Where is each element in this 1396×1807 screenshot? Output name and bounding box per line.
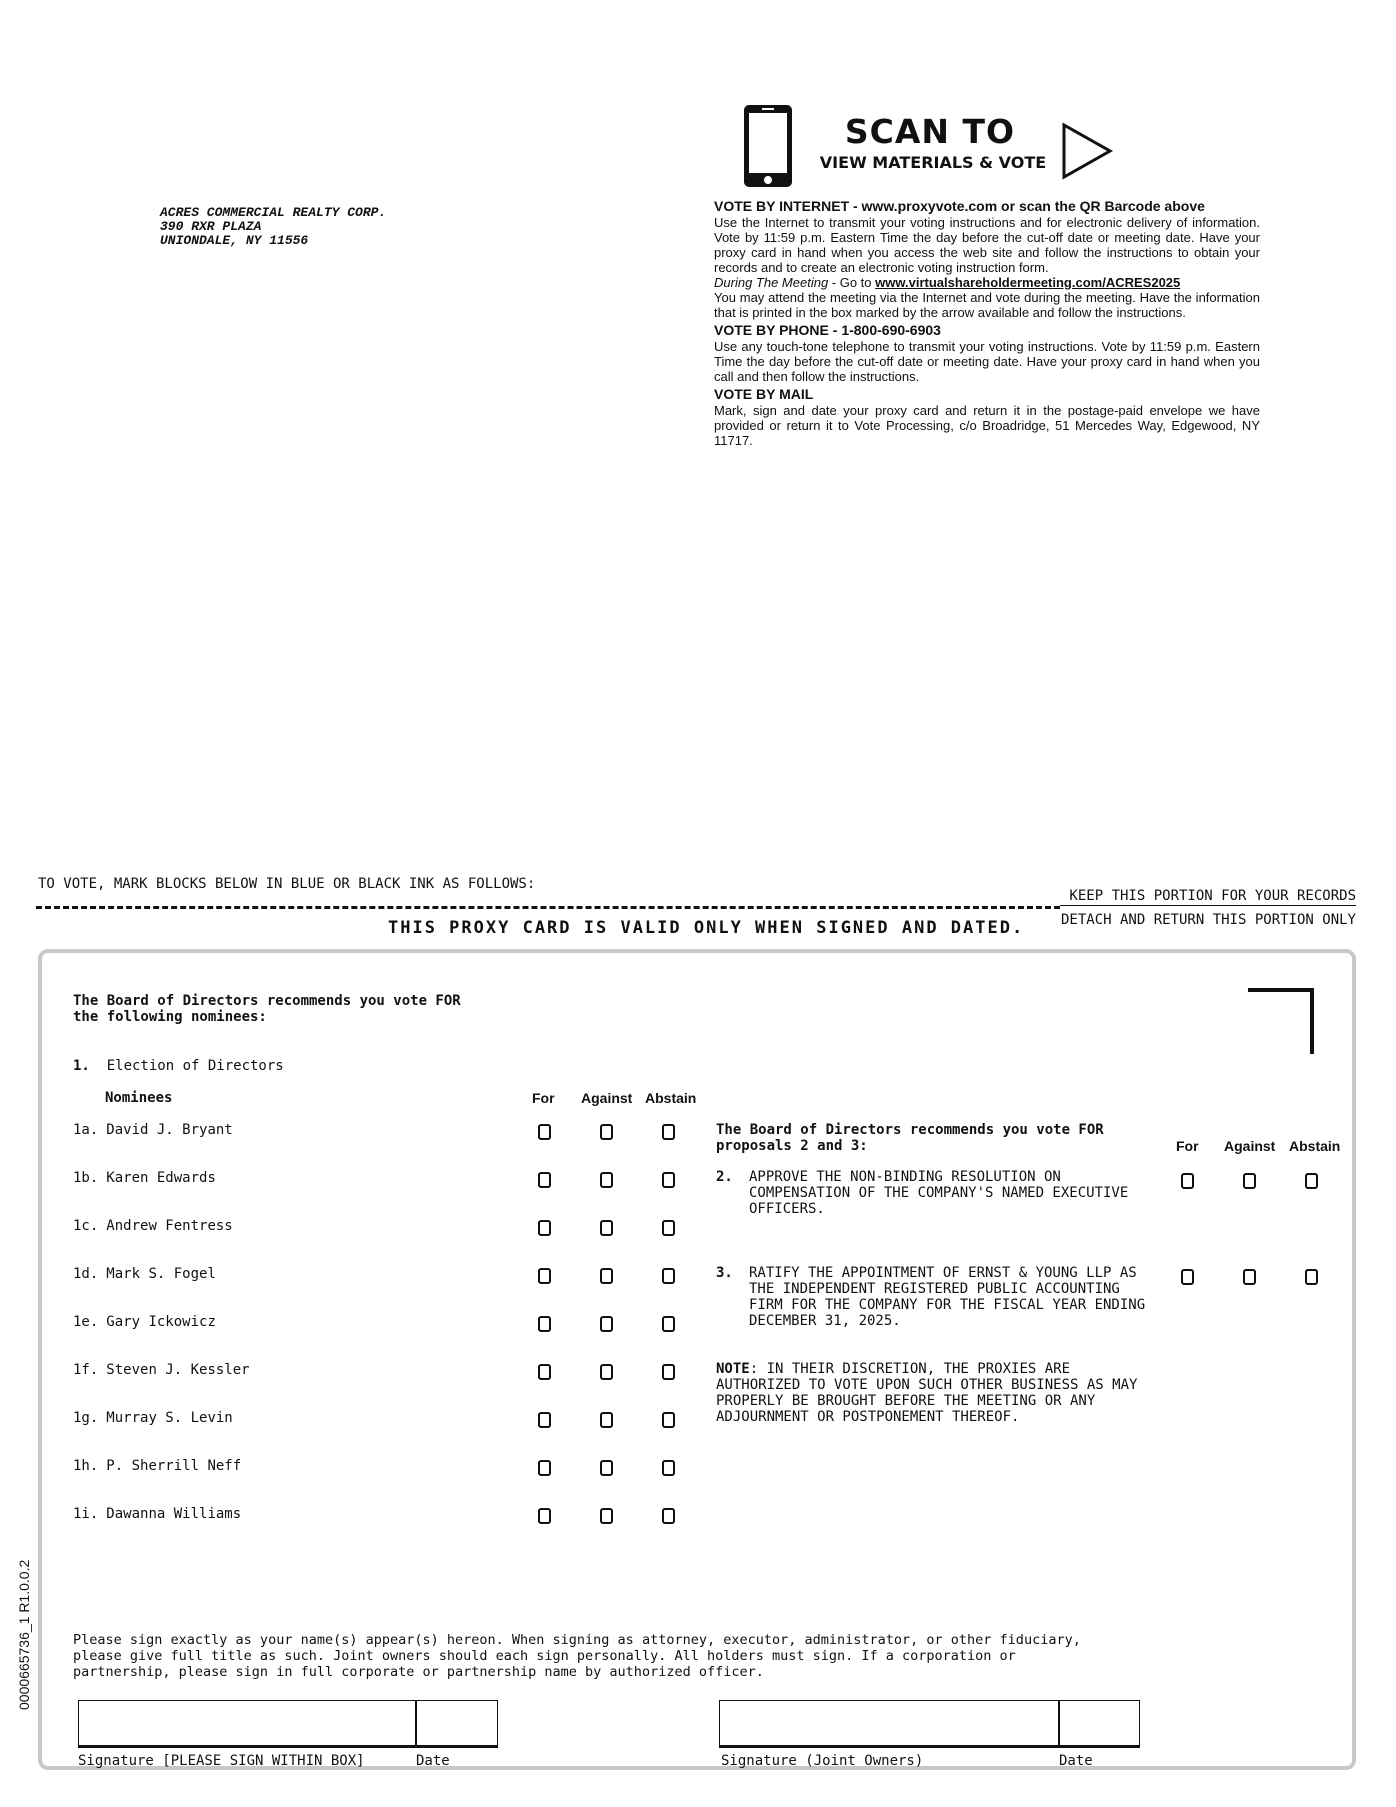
proposal-3-abstain-checkbox[interactable]: [1305, 1269, 1318, 1285]
phone-vote-heading: VOTE BY PHONE - 1-800-690-6903: [714, 322, 941, 338]
joint-signature-box[interactable]: [719, 1700, 1059, 1748]
note-label: NOTE: [716, 1361, 750, 1377]
item-1-number: 1.: [73, 1058, 90, 1074]
proposal-2-against-checkbox[interactable]: [1243, 1173, 1256, 1189]
nominee-row: [73, 1362, 250, 1378]
nominee-against-checkbox[interactable]: [600, 1412, 613, 1428]
company-name: ACRES COMMERCIAL REALTY CORP.: [160, 205, 387, 220]
nominee-row: [73, 1314, 216, 1330]
street-address: 390 RXR PLAZA: [160, 219, 262, 234]
internet-vote-text: Use the Internet to transmit your voting instructions and for electronic delivery of information. Vote by 11:59 p.m. Eastern Time the day before the cut-off date or meeting date. Have your proxy card in hand when you access the web site and follow the instructions to obtain your records and to create an electronic voting instruction form.: [714, 215, 1260, 275]
mail-vote-text: Mark, sign and date your proxy card and return it in the postage-paid envelope we have provided or return it to Vote Processing, c/o Broadridge, 51 Mercedes Way, Edgewood, NY 11717.: [714, 403, 1260, 448]
nominee-for-checkbox[interactable]: [538, 1268, 551, 1284]
city-state-zip: UNIONDALE, NY 11556: [160, 233, 309, 248]
internet-vote-heading: VOTE BY INTERNET - www.proxyvote.com or scan the QR Barcode above: [714, 198, 1205, 214]
mark-instructions: TO VOTE, MARK BLOCKS BELOW IN BLUE OR BLACK INK AS FOLLOWS:: [38, 876, 536, 892]
proposal-2-for-checkbox[interactable]: [1181, 1173, 1194, 1189]
proposal-column-for: For: [1176, 1138, 1199, 1154]
nominee-for-checkbox[interactable]: [538, 1220, 551, 1236]
detach-portion-label: DETACH AND RETURN THIS PORTION ONLY: [1060, 912, 1356, 928]
proposal-2-abstain-checkbox[interactable]: [1305, 1173, 1318, 1189]
nominee-row: [73, 1506, 241, 1522]
proposal-3-number: 3.: [716, 1265, 733, 1281]
nominee-row: [73, 1266, 216, 1282]
nominee-id: 1b.: [73, 1170, 99, 1186]
nominee-name: P. Sherrill Neff: [106, 1458, 242, 1474]
nominee-against-checkbox[interactable]: [600, 1364, 613, 1380]
nominee-row: [73, 1170, 216, 1186]
proposal-2-number: 2.: [716, 1169, 733, 1185]
nominee-abstain-checkbox[interactable]: [662, 1508, 675, 1524]
nominee-against-checkbox[interactable]: [600, 1220, 613, 1236]
signature-label: Signature [PLEASE SIGN WITHIN BOX]: [78, 1753, 365, 1769]
proposal-3: [716, 1265, 1145, 1329]
nominee-name: Murray S. Levin: [106, 1410, 233, 1426]
signing-instructions: Please sign exactly as your name(s) appear(s) hereon. When signing as attorney, executor, administrator, or other fiduciary, please give full title as such. Joint owners should each sign personally. All holders must sign. If a corporation or partnership, please sign in full corporate or partnership name by authorized officer.: [73, 1632, 1081, 1680]
nominee-abstain-checkbox[interactable]: [662, 1124, 675, 1140]
nominee-against-checkbox[interactable]: [600, 1124, 613, 1140]
proposal-column-abstain: Abstain: [1289, 1138, 1341, 1154]
nominee-id: 1i.: [73, 1506, 99, 1522]
nominee-for-checkbox[interactable]: [538, 1412, 551, 1428]
meeting-text: You may attend the meeting via the Internet and vote during the meeting. Have the information that is printed in the box marked by the arrow available and follow the instructions.: [714, 290, 1260, 320]
nominee-abstain-checkbox[interactable]: [662, 1316, 675, 1332]
nominee-name: Steven J. Kessler: [106, 1362, 250, 1378]
phone-vote-text: Use any touch-tone telephone to transmit your voting instructions. Vote by 11:59 p.m. Eastern Time the day before the cut-off date or meeting date. Have your proxy card in hand when you call and then follow the instructions.: [714, 339, 1260, 384]
nominee-row: [73, 1458, 241, 1474]
date-label: Date: [416, 1753, 450, 1769]
signature-box[interactable]: [78, 1700, 416, 1748]
nominee-row: [73, 1122, 233, 1138]
date-box[interactable]: [416, 1700, 498, 1748]
nominee-name: Andrew Fentress: [106, 1218, 233, 1234]
proposal-column-against: Against: [1224, 1138, 1276, 1154]
joint-date-box[interactable]: [1059, 1700, 1140, 1748]
meeting-goto: - Go to: [828, 275, 876, 290]
column-for: For: [532, 1090, 555, 1106]
nominee-id: 1f.: [73, 1362, 99, 1378]
column-against: Against: [581, 1090, 633, 1106]
board-recommendation-nominees: The Board of Directors recommends you vote FOR the following nominees:: [73, 993, 461, 1025]
joint-signature-label: Signature (Joint Owners): [721, 1753, 924, 1769]
nominee-against-checkbox[interactable]: [600, 1172, 613, 1188]
nominee-id: 1d.: [73, 1266, 99, 1282]
perforation-line: [36, 906, 1060, 909]
nominee-for-checkbox[interactable]: [538, 1460, 551, 1476]
nominee-against-checkbox[interactable]: [600, 1316, 613, 1332]
nominee-name: Gary Ickowicz: [106, 1314, 216, 1330]
nominee-abstain-checkbox[interactable]: [662, 1172, 675, 1188]
nominee-for-checkbox[interactable]: [538, 1124, 551, 1140]
corner-mark: [1248, 988, 1314, 1054]
proposal-3-text: RATIFY THE APPOINTMENT OF ERNST & YOUNG LLP AS THE INDEPENDENT REGISTERED PUBLIC ACCOUNTING FIRM FOR THE COMPANY FOR THE FISCAL YEAR ENDING DECEMBER 31, 2025.: [749, 1265, 1146, 1329]
keep-portion-label: KEEP THIS PORTION FOR YOUR RECORDS: [1060, 888, 1356, 906]
board-recommendation-proposals: The Board of Directors recommends you vote FOR proposals 2 and 3:: [716, 1122, 1104, 1154]
proposal-3-for-checkbox[interactable]: [1181, 1269, 1194, 1285]
proposal-3-against-checkbox[interactable]: [1243, 1269, 1256, 1285]
scan-subtitle: VIEW MATERIALS & VOTE: [819, 153, 1047, 172]
meeting-label: During The Meeting: [714, 275, 829, 290]
phone-icon: [742, 103, 794, 189]
nominee-id: 1h.: [73, 1458, 99, 1474]
play-arrow-icon: [1060, 122, 1114, 180]
nominee-against-checkbox[interactable]: [600, 1508, 613, 1524]
nominee-abstain-checkbox[interactable]: [662, 1220, 675, 1236]
nominee-row: [73, 1218, 233, 1234]
scan-title: SCAN TO: [844, 112, 1016, 151]
column-abstain: Abstain: [645, 1090, 697, 1106]
nominee-id: 1c.: [73, 1218, 99, 1234]
nominee-abstain-checkbox[interactable]: [662, 1460, 675, 1476]
item-1-heading: [73, 1058, 284, 1074]
mail-vote-heading: VOTE BY MAIL: [714, 386, 814, 402]
joint-date-label: Date: [1059, 1753, 1093, 1769]
nominee-for-checkbox[interactable]: [538, 1508, 551, 1524]
nominee-name: David J. Bryant: [106, 1122, 233, 1138]
item-1-label: Election of Directors: [106, 1058, 284, 1074]
nominee-id: 1g.: [73, 1410, 99, 1426]
nominee-id: 1a.: [73, 1122, 99, 1138]
nominee-id: 1e.: [73, 1314, 99, 1330]
meeting-link[interactable]: www.virtualshareholdermeeting.com/ACRES2025: [875, 275, 1181, 290]
proposal-2-text: APPROVE THE NON-BINDING RESOLUTION ON COMPENSATION OF THE COMPANY'S NAMED EXECUTIVE OFFICERS.: [749, 1169, 1129, 1217]
return-address: [160, 206, 386, 248]
nominee-for-checkbox[interactable]: [538, 1172, 551, 1188]
nominee-name: Karen Edwards: [106, 1170, 216, 1186]
nominee-against-checkbox[interactable]: [600, 1268, 613, 1284]
nominee-name: Mark S. Fogel: [106, 1266, 216, 1282]
discretion-note: NOTE: IN THEIR DISCRETION, THE PROXIES ARE AUTHORIZED TO VOTE UPON SUCH OTHER BUSINESS AS MAY PROPERLY BE BROUGHT BEFORE THE MEETING OR ANY ADJOURNMENT OR POSTPONEMENT THEREOF.: [716, 1361, 1138, 1425]
nominee-for-checkbox[interactable]: [538, 1364, 551, 1380]
nominee-row: [73, 1410, 233, 1426]
voting-instructions: [714, 196, 1260, 448]
valid-notice: THIS PROXY CARD IS VALID ONLY WHEN SIGNED AND DATED.: [388, 918, 1025, 938]
nominee-against-checkbox[interactable]: [600, 1460, 613, 1476]
nominee-for-checkbox[interactable]: [538, 1316, 551, 1332]
nominees-header: Nominees: [105, 1090, 173, 1106]
nominee-abstain-checkbox[interactable]: [662, 1412, 675, 1428]
proposal-2: [716, 1169, 1128, 1217]
meeting-line: [714, 275, 1260, 290]
nominee-name: Dawanna Williams: [106, 1506, 242, 1522]
nominee-abstain-checkbox[interactable]: [662, 1268, 675, 1284]
nominee-abstain-checkbox[interactable]: [662, 1364, 675, 1380]
control-number: 0000665736_1 R1.0.0.2: [16, 1559, 32, 1710]
